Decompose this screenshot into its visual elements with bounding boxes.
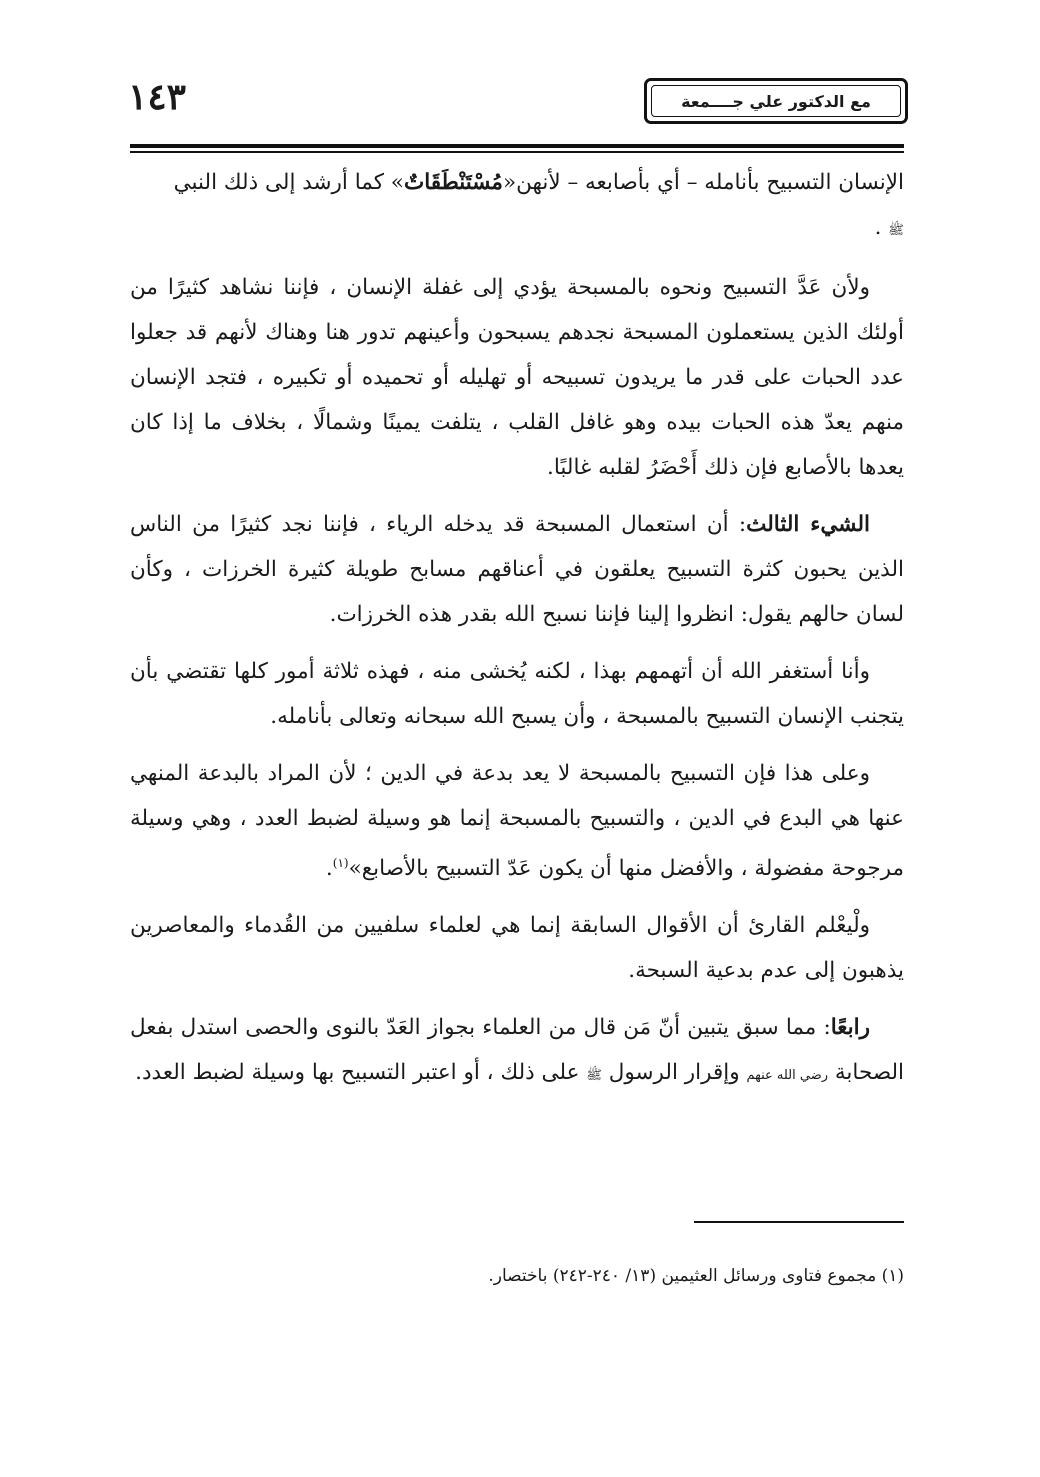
p7-text-b: وإقرار الرسول bbox=[601, 1060, 747, 1086]
p3-text: : أن استعمال المسبحة قد يدخله الرياء ، فإننا نجد كثيرًا من الناس الذين يحبون كثرة التسبيح يعلقون في أعناقهم مسابح طويلة كثيرة الخرزات ، وكأن لسان حالهم يقول: انظروا إلينا فإننا نسبح الله بقدر هذه الخرزات. bbox=[130, 512, 904, 627]
header-rule-thick bbox=[130, 144, 904, 148]
header-rule-thin bbox=[130, 151, 904, 153]
p3-lead: الشيء الثالث bbox=[746, 512, 870, 537]
p1-text-before: الإنسان التسبيح بأنامله – أي بأصابعه – لأنهن« bbox=[502, 170, 904, 195]
paragraph-4: وأنا أستغفر الله أن أتهمهم بهذا ، لكنه يُخشى منه ، فهذه ثلاثة أمور كلها تقتضي بأن يتجنب الإنسان التسبيح بالمسبحة ، وأن يسبح الله سبحانه وتعالى بأنامله. bbox=[130, 659, 904, 729]
header-title: مع الدكتور علي جــــمعة bbox=[651, 85, 901, 117]
footnote-marker: (١) bbox=[332, 856, 349, 870]
p7-text-c: على ذلك ، أو اعتبر التسبيح بها وسيلة لضبط العدد. bbox=[135, 1060, 587, 1086]
p5-end: . bbox=[325, 856, 333, 882]
paragraph-1 bbox=[130, 160, 904, 253]
paragraph-7 bbox=[130, 1005, 904, 1098]
paragraph-2: ولأن عَدَّ التسبيح ونحوه بالمسبحة يؤدي إلى غفلة الإنسان ، فإننا نشاهد كثيرًا من أولئك الذين يستعملون المسبحة نجدهم يسبحون وأعينهم تدور هنا وهناك لأنهم قد جعلوا عدد الحبات على قدر ما يريدون تسبيحه أو تهليله أو تحميده أو تكبيره ، فتجد الإنسان منهم يعدّ هذه الحبات بيده وهو غافل القلب ، يتلفت يمينًا وشمالًا ، بخلاف ما إذا كان يعدها بالأصابع فإن ذلك أَحْضَرُ لقلبه غالبًا. bbox=[130, 275, 904, 480]
p1-end: . bbox=[874, 215, 889, 240]
p7-text-a: : مما سبق يتبين أنّ مَن قال من العلماء بجواز العَدّ بالنوى والحصى استدل بفعل الصحابة bbox=[130, 1015, 904, 1086]
paragraph-6: ولْيعْلم القارئ أن الأقوال السابقة إنما هي لعلماء سلفيين من القُدماء والمعاصرين يذهبون إلى عدم بدعية السبحة. bbox=[130, 913, 904, 984]
footnote: (١) مجموع فتاوى ورسائل العثيمين (١٣/ ٢٤٠-٢٤٢) باختصار. bbox=[488, 1266, 904, 1286]
p1-bold-term: مُسْتَنْطَقَاتٌ bbox=[403, 170, 503, 195]
honorific-glyph: ﷺ bbox=[586, 1068, 602, 1084]
p7-lead: رابعًا bbox=[830, 1015, 870, 1041]
paragraph-5 bbox=[130, 751, 904, 891]
header-title-box bbox=[644, 78, 908, 124]
body-text bbox=[130, 160, 904, 1098]
p1-text-after: » كما أرشد إلى ذلك النبي bbox=[173, 170, 404, 195]
paragraph-3 bbox=[130, 502, 904, 637]
honorific-glyph: ﷺ bbox=[888, 223, 904, 238]
page-number: ١٤٣ bbox=[128, 76, 187, 118]
honorific-glyph: رضي الله عنهم bbox=[746, 1068, 829, 1084]
p5-text: وعلى هذا فإن التسبيح بالمسبحة لا يعد بدعة في الدين ؛ لأن المراد بالبدعة المنهي عنها هي البدع في الدين ، والتسبيح بالمسبحة إنما هو وسيلة لضبط العدد ، وهي وسيلة مرجوحة مفضولة ، والأفضل منها أن يكون عَدّ التسبيح بالأصابع» bbox=[130, 761, 904, 882]
footnote-rule bbox=[694, 1221, 904, 1223]
